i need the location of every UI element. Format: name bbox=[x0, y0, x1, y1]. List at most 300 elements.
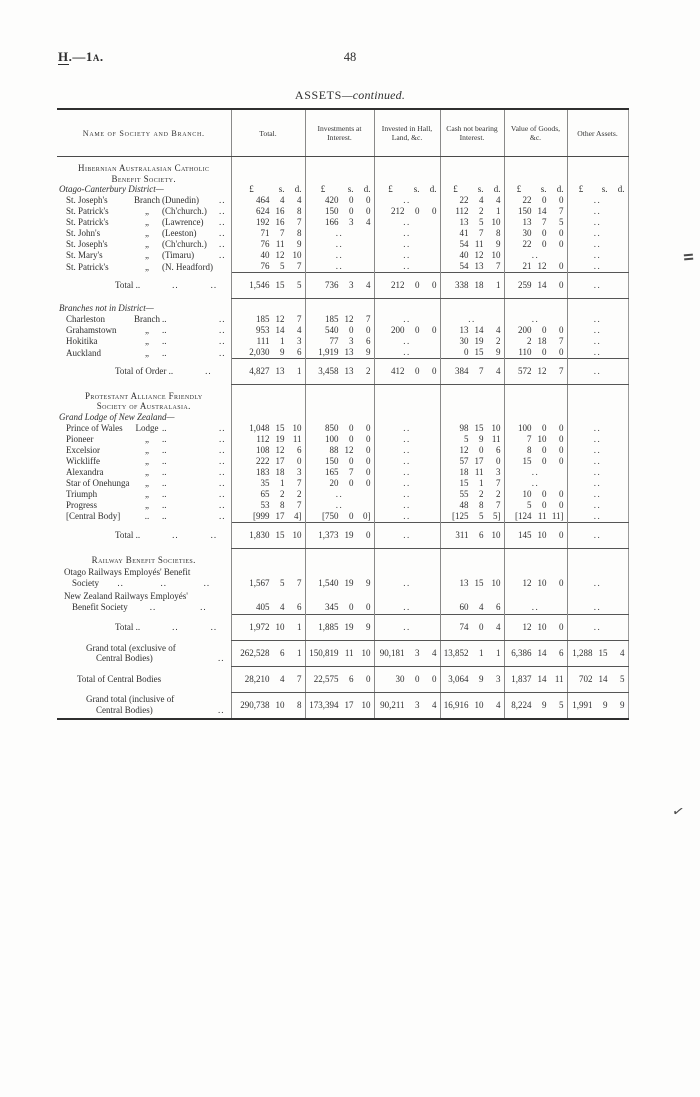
amount bbox=[507, 261, 565, 272]
amount-part: 9 bbox=[496, 239, 501, 250]
branch-row bbox=[57, 261, 628, 273]
amount bbox=[234, 195, 303, 206]
amount bbox=[234, 325, 303, 336]
grand-total-label-line2-text: Central Bodies) bbox=[96, 704, 153, 715]
society-name-cell bbox=[57, 511, 231, 523]
branch-place: (Leeston) bbox=[162, 228, 197, 239]
amount-cell bbox=[440, 299, 504, 315]
ditto-mark: „ bbox=[145, 250, 149, 261]
amount-part: 0 bbox=[559, 195, 564, 206]
amount-part: 16 bbox=[275, 217, 285, 228]
amount-cell bbox=[567, 217, 628, 228]
amount-cell bbox=[440, 206, 504, 217]
currency-header bbox=[507, 184, 565, 195]
amount-part: 110 bbox=[518, 347, 532, 358]
amount-part: 21 bbox=[522, 261, 532, 272]
amount-part: 0 bbox=[542, 325, 547, 336]
amount bbox=[443, 366, 502, 377]
amount-part: 3 bbox=[349, 280, 354, 291]
amount-part: 0 bbox=[432, 366, 437, 377]
section-heading: Hibernian Australasian Catholic bbox=[78, 163, 210, 173]
amount-cell bbox=[231, 467, 305, 478]
table-body bbox=[57, 157, 628, 719]
amount-part: 0 bbox=[559, 228, 564, 239]
total-row bbox=[57, 273, 628, 299]
nil-dots: .. bbox=[403, 466, 411, 477]
amount-part: 6 bbox=[297, 347, 302, 358]
amount bbox=[234, 206, 303, 217]
amount bbox=[308, 434, 372, 445]
branch-name: Charleston bbox=[66, 314, 105, 325]
district-subheading-row bbox=[57, 412, 628, 423]
currency-symbol: d. bbox=[429, 184, 437, 195]
column-header: Investments at Interest. bbox=[305, 109, 374, 157]
amount-cell bbox=[440, 614, 504, 640]
amount-part: 0 bbox=[559, 347, 564, 358]
branch-name: St. Mary's bbox=[66, 250, 103, 261]
amount-part: 112 bbox=[455, 206, 469, 217]
leader-dots: .. bbox=[205, 366, 212, 377]
amount-part: 54 bbox=[459, 261, 469, 272]
grand-total-row bbox=[57, 692, 628, 719]
leader-dots: .. bbox=[149, 602, 157, 612]
nil-dots: .. bbox=[593, 499, 602, 510]
branch-label bbox=[59, 228, 229, 239]
amount-cell bbox=[374, 157, 440, 185]
amount bbox=[234, 434, 303, 445]
amount-cell bbox=[231, 359, 305, 385]
amount-part: 1 bbox=[297, 647, 302, 658]
amount-part: 953 bbox=[256, 325, 270, 336]
society-name-cell bbox=[57, 347, 231, 359]
amount bbox=[507, 511, 565, 522]
ditto-mark: Branch bbox=[134, 314, 160, 325]
amount-part: 3 bbox=[297, 336, 302, 347]
amount bbox=[507, 434, 565, 445]
nil-dots: .. bbox=[593, 578, 602, 588]
amount-part: [750 bbox=[322, 510, 339, 521]
amount-cell bbox=[567, 590, 628, 615]
amount-cell bbox=[440, 250, 504, 261]
amount-part: 4 bbox=[280, 195, 285, 206]
amount-cell bbox=[504, 511, 567, 523]
nil-dots: .. bbox=[593, 488, 602, 499]
amount-part: 100 bbox=[325, 433, 339, 444]
grand-total-label-line2 bbox=[86, 653, 229, 664]
branch-name: St. John's bbox=[66, 228, 101, 239]
amount-part: 1 bbox=[297, 366, 302, 377]
amount-cell bbox=[305, 336, 374, 347]
amount-part: 0 bbox=[542, 239, 547, 250]
amount-cell bbox=[567, 445, 628, 456]
ditto-mark: „ bbox=[145, 455, 149, 466]
amount-cell bbox=[567, 325, 628, 336]
branch-label bbox=[59, 239, 229, 250]
amount-part: 6 bbox=[280, 647, 285, 658]
nil-dots: .. bbox=[335, 228, 344, 239]
society-name-cell bbox=[57, 640, 231, 666]
amount-part: 40 bbox=[260, 250, 270, 261]
amount bbox=[234, 366, 303, 377]
nil-dots: .. bbox=[593, 455, 602, 466]
amount-cell bbox=[305, 206, 374, 217]
amount-part: 0 bbox=[542, 228, 547, 239]
district-subheading-row bbox=[57, 184, 628, 195]
currency-symbol: d. bbox=[294, 184, 302, 195]
amount-part: 5 bbox=[297, 280, 302, 291]
amount-cell bbox=[231, 423, 305, 434]
society-name-cell bbox=[57, 423, 231, 434]
handwritten-double-dash-mark bbox=[684, 252, 694, 262]
currency-symbol: s. bbox=[347, 184, 354, 195]
ditto-mark: „ bbox=[145, 347, 149, 358]
ditto-mark: „ bbox=[145, 477, 149, 488]
amount-cell bbox=[567, 299, 628, 315]
amount-part: 290,738 bbox=[240, 699, 270, 710]
amount-part: 48 bbox=[459, 499, 469, 510]
amount bbox=[234, 602, 303, 613]
amount-part: 6 bbox=[496, 602, 501, 612]
amount-part: 10 bbox=[537, 529, 547, 540]
amount-cell bbox=[504, 666, 567, 692]
amount bbox=[308, 325, 372, 336]
nil-dots: .. bbox=[593, 195, 602, 206]
leader-dots: .. bbox=[219, 499, 226, 510]
amount bbox=[308, 602, 372, 613]
amount bbox=[443, 250, 502, 261]
amount-cell bbox=[440, 228, 504, 239]
amount-cell bbox=[231, 336, 305, 347]
amount bbox=[507, 206, 565, 217]
amount-part: 15 bbox=[474, 347, 484, 358]
amount-part: 7 bbox=[297, 261, 302, 272]
amount-cell bbox=[504, 640, 567, 666]
amount-part: 420 bbox=[325, 195, 339, 206]
amount-part: 0 bbox=[464, 347, 469, 358]
branch-label bbox=[59, 195, 229, 206]
column-header: Name of Society and Branch. bbox=[57, 109, 231, 157]
amount-part: 0 bbox=[432, 325, 437, 336]
amount bbox=[234, 648, 303, 659]
amount bbox=[377, 674, 438, 685]
amount-cell bbox=[231, 478, 305, 489]
amount-cell bbox=[305, 314, 374, 325]
amount-cell bbox=[567, 336, 628, 347]
amount-cell bbox=[504, 299, 567, 315]
amount bbox=[234, 423, 303, 434]
amount-part: 1 bbox=[297, 621, 302, 632]
amount-cell bbox=[567, 412, 628, 423]
total-label bbox=[59, 280, 229, 291]
amount-part: 18 bbox=[459, 466, 469, 477]
amount bbox=[443, 280, 502, 291]
amount-part: 5 bbox=[620, 673, 625, 684]
nil-dots: .. bbox=[403, 477, 411, 488]
currency-symbol: s. bbox=[540, 184, 547, 195]
amount-part: 10 bbox=[491, 422, 501, 433]
amount-part: 15 bbox=[459, 477, 469, 488]
amount-cell bbox=[231, 261, 305, 273]
branch-place: .. bbox=[162, 347, 167, 358]
currency-symbol: s. bbox=[477, 184, 484, 195]
total-label bbox=[59, 622, 229, 633]
amount-part: 9 bbox=[366, 621, 371, 632]
amount-part: 4 bbox=[479, 602, 484, 612]
amount-part: 3 bbox=[349, 217, 354, 228]
amount-part: 3 bbox=[415, 699, 420, 710]
amount-part: 2 bbox=[366, 366, 371, 377]
amount-part: 0 bbox=[349, 206, 354, 217]
total-label-text: Total .. bbox=[115, 529, 141, 540]
amount bbox=[308, 467, 372, 478]
nil-dots: .. bbox=[403, 444, 411, 455]
amount-cell bbox=[440, 566, 504, 590]
amount-cell bbox=[567, 456, 628, 467]
nil-dots: .. bbox=[593, 206, 602, 217]
amount-cell bbox=[440, 478, 504, 489]
amount-part: 702 bbox=[579, 673, 593, 684]
amount bbox=[234, 336, 303, 347]
amount-cell bbox=[305, 239, 374, 250]
nil-dots: .. bbox=[531, 602, 540, 612]
nil-dots: .. bbox=[403, 228, 411, 239]
branch-name: Excelsior bbox=[66, 444, 100, 455]
ditto-mark: Lodge bbox=[135, 422, 159, 433]
branch-row bbox=[57, 511, 628, 523]
amount-part: 41 bbox=[459, 228, 469, 239]
amount bbox=[234, 314, 303, 325]
branch-name: [Central Body] bbox=[66, 511, 121, 521]
branch-name: Auckland bbox=[66, 347, 101, 358]
leader-dots: .. bbox=[219, 228, 226, 239]
amount-part: 0 bbox=[559, 455, 564, 466]
amount-part: 108 bbox=[256, 444, 270, 455]
leader-dots: .. bbox=[210, 621, 218, 632]
nil-dots: .. bbox=[531, 314, 540, 325]
amount-part: 572 bbox=[518, 366, 532, 377]
amount-part: 1,919 bbox=[318, 347, 339, 358]
society-name-cell bbox=[57, 336, 231, 347]
branch-name: Pioneer bbox=[66, 433, 94, 444]
amount-part: 5 bbox=[464, 433, 469, 444]
grand-total-label-line1: Total of Central Bodies bbox=[77, 673, 162, 684]
amount-cell bbox=[440, 336, 504, 347]
amount-cell bbox=[231, 347, 305, 359]
nil-dots: .. bbox=[403, 314, 411, 325]
society-name-cell bbox=[57, 489, 231, 500]
amount-cell bbox=[567, 250, 628, 261]
nil-dots: .. bbox=[468, 314, 476, 325]
amount-part: 311 bbox=[455, 529, 469, 540]
leader-dots: .. bbox=[219, 195, 226, 206]
amount-cell bbox=[504, 239, 567, 250]
ditto-mark: „ bbox=[145, 217, 149, 228]
amount-part: 13 bbox=[459, 325, 469, 336]
amount-part: 17 bbox=[474, 455, 484, 466]
amount-part: 0 bbox=[366, 529, 371, 540]
amount-part: 15 bbox=[474, 578, 484, 588]
total-label-text: Total .. bbox=[115, 280, 141, 291]
amount-part: 150 bbox=[325, 206, 339, 217]
amount-part: 3 bbox=[496, 673, 501, 684]
society-name-cell bbox=[57, 385, 231, 412]
amount bbox=[443, 325, 502, 336]
amount-part: 19 bbox=[275, 433, 285, 444]
amount-cell bbox=[567, 692, 628, 719]
amount-cell bbox=[504, 314, 567, 325]
branch-place: .. bbox=[162, 511, 167, 521]
amount bbox=[234, 700, 303, 711]
amount-cell bbox=[231, 445, 305, 456]
amount-cell bbox=[567, 478, 628, 489]
amount-part: 5 bbox=[280, 578, 285, 588]
amount-part: 10 bbox=[522, 488, 532, 499]
nil-dots: .. bbox=[593, 239, 602, 250]
amount-part: 384 bbox=[455, 366, 469, 377]
assets-table bbox=[57, 108, 629, 720]
leader-dots: .. bbox=[219, 325, 226, 336]
amount bbox=[570, 648, 626, 659]
amount-cell bbox=[567, 314, 628, 325]
amount-cell bbox=[374, 228, 440, 239]
amount-cell bbox=[440, 412, 504, 423]
amount bbox=[308, 674, 372, 685]
amount-part: 10 bbox=[491, 529, 501, 540]
amount-part: 14 bbox=[598, 673, 608, 684]
amount-part: 5] bbox=[493, 510, 501, 521]
section-heading: Benefit Society. bbox=[111, 173, 177, 184]
amount bbox=[443, 456, 502, 467]
section-heading-row bbox=[57, 385, 628, 412]
table-title-caps: ASSETS bbox=[294, 88, 342, 102]
amount bbox=[308, 530, 372, 541]
amount-part: 0 bbox=[349, 602, 354, 612]
amount-part: 12 bbox=[522, 578, 532, 588]
leader-dots: .. bbox=[219, 250, 226, 261]
amount-part: 15 bbox=[275, 280, 285, 291]
leader-dots: .. bbox=[172, 280, 179, 291]
amount-part: 8 bbox=[280, 499, 285, 510]
table-title bbox=[0, 88, 700, 103]
nil-dots: .. bbox=[593, 228, 602, 239]
amount-part: 6 bbox=[559, 647, 564, 658]
branch-label bbox=[59, 478, 229, 489]
amount-part: 14 bbox=[474, 325, 484, 336]
amount-part: 259 bbox=[518, 280, 532, 291]
amount-part: 1,991 bbox=[572, 699, 593, 710]
amount-part: 10 bbox=[537, 578, 547, 588]
branch-name: Star of Onehunga bbox=[66, 477, 130, 488]
amount-part: 7 bbox=[496, 499, 501, 510]
amount-part: 165 bbox=[325, 466, 339, 477]
society-name-cell bbox=[57, 590, 231, 615]
amount-part: 0 bbox=[559, 433, 564, 444]
branch-label bbox=[59, 489, 229, 500]
amount bbox=[443, 228, 502, 239]
amount-cell bbox=[440, 692, 504, 719]
society-name-cell bbox=[57, 500, 231, 511]
grand-total-label-line2-text: Central Bodies) bbox=[96, 653, 153, 663]
branch-place: .. bbox=[162, 466, 167, 477]
nil-dots: .. bbox=[403, 499, 411, 510]
ditto-mark: Branch bbox=[134, 195, 160, 206]
grand-total-label bbox=[59, 694, 229, 715]
amount bbox=[443, 445, 502, 456]
branch-place: .. bbox=[162, 433, 167, 444]
amount bbox=[443, 700, 502, 711]
amount-part: 11 bbox=[537, 510, 547, 521]
nil-dots: .. bbox=[403, 261, 411, 272]
branch-row bbox=[57, 423, 628, 434]
amount-cell bbox=[305, 347, 374, 359]
branch-row bbox=[57, 456, 628, 467]
amount bbox=[507, 578, 565, 589]
amount-cell bbox=[231, 228, 305, 239]
amount-part: 18 bbox=[537, 336, 547, 347]
amount bbox=[234, 478, 303, 489]
amount-part: 8,224 bbox=[511, 699, 532, 710]
ditto-mark: „ bbox=[145, 499, 149, 510]
ditto-mark: „ bbox=[145, 336, 149, 347]
amount-cell bbox=[374, 692, 440, 719]
branch-row bbox=[57, 325, 628, 336]
amount bbox=[507, 217, 565, 228]
amount-cell bbox=[305, 195, 374, 206]
total-row bbox=[57, 522, 628, 548]
nil-dots: .. bbox=[335, 261, 344, 272]
amount-cell bbox=[504, 692, 567, 719]
leader-dots: .. bbox=[210, 280, 218, 291]
amount-part: 12 bbox=[537, 261, 547, 272]
amount-cell bbox=[504, 250, 567, 261]
amount-cell bbox=[374, 336, 440, 347]
amount-part: 60 bbox=[459, 602, 469, 612]
amount bbox=[443, 261, 502, 272]
currency-symbol: d. bbox=[493, 184, 501, 195]
amount bbox=[308, 206, 372, 217]
amount-part: 4 bbox=[366, 217, 371, 228]
amount-part: 13 bbox=[522, 217, 532, 228]
amount-part: 13 bbox=[459, 578, 469, 588]
society-name-cell bbox=[57, 273, 231, 299]
amount-part: 2 bbox=[297, 488, 302, 499]
branch-name: Prince of Wales bbox=[66, 422, 123, 433]
amount-part: 10 bbox=[361, 699, 371, 710]
amount-cell bbox=[440, 590, 504, 615]
amount-cell bbox=[440, 217, 504, 228]
amount-part: 0 bbox=[366, 477, 371, 488]
amount-part: 3 bbox=[349, 336, 354, 347]
amount bbox=[234, 622, 303, 633]
amount-part: 7 bbox=[559, 336, 564, 347]
branch-place: (N. Headford) bbox=[162, 261, 213, 272]
amount-part: 4 bbox=[496, 366, 501, 377]
society-name-line2 bbox=[59, 602, 229, 613]
amount-cell bbox=[374, 217, 440, 228]
amount-part: 8 bbox=[479, 499, 484, 510]
society-name-line2 bbox=[59, 578, 229, 589]
amount-part: 3 bbox=[297, 466, 302, 477]
amount bbox=[443, 530, 502, 541]
amount-part: 1 bbox=[496, 280, 501, 291]
amount-part: 8 bbox=[527, 444, 532, 455]
nil-dots: .. bbox=[335, 488, 344, 499]
amount-part: 1,830 bbox=[249, 529, 270, 540]
society-name-cell bbox=[57, 239, 231, 250]
amount bbox=[308, 366, 372, 377]
amount-part: 464 bbox=[256, 195, 270, 206]
amount-part: 1 bbox=[479, 477, 484, 488]
